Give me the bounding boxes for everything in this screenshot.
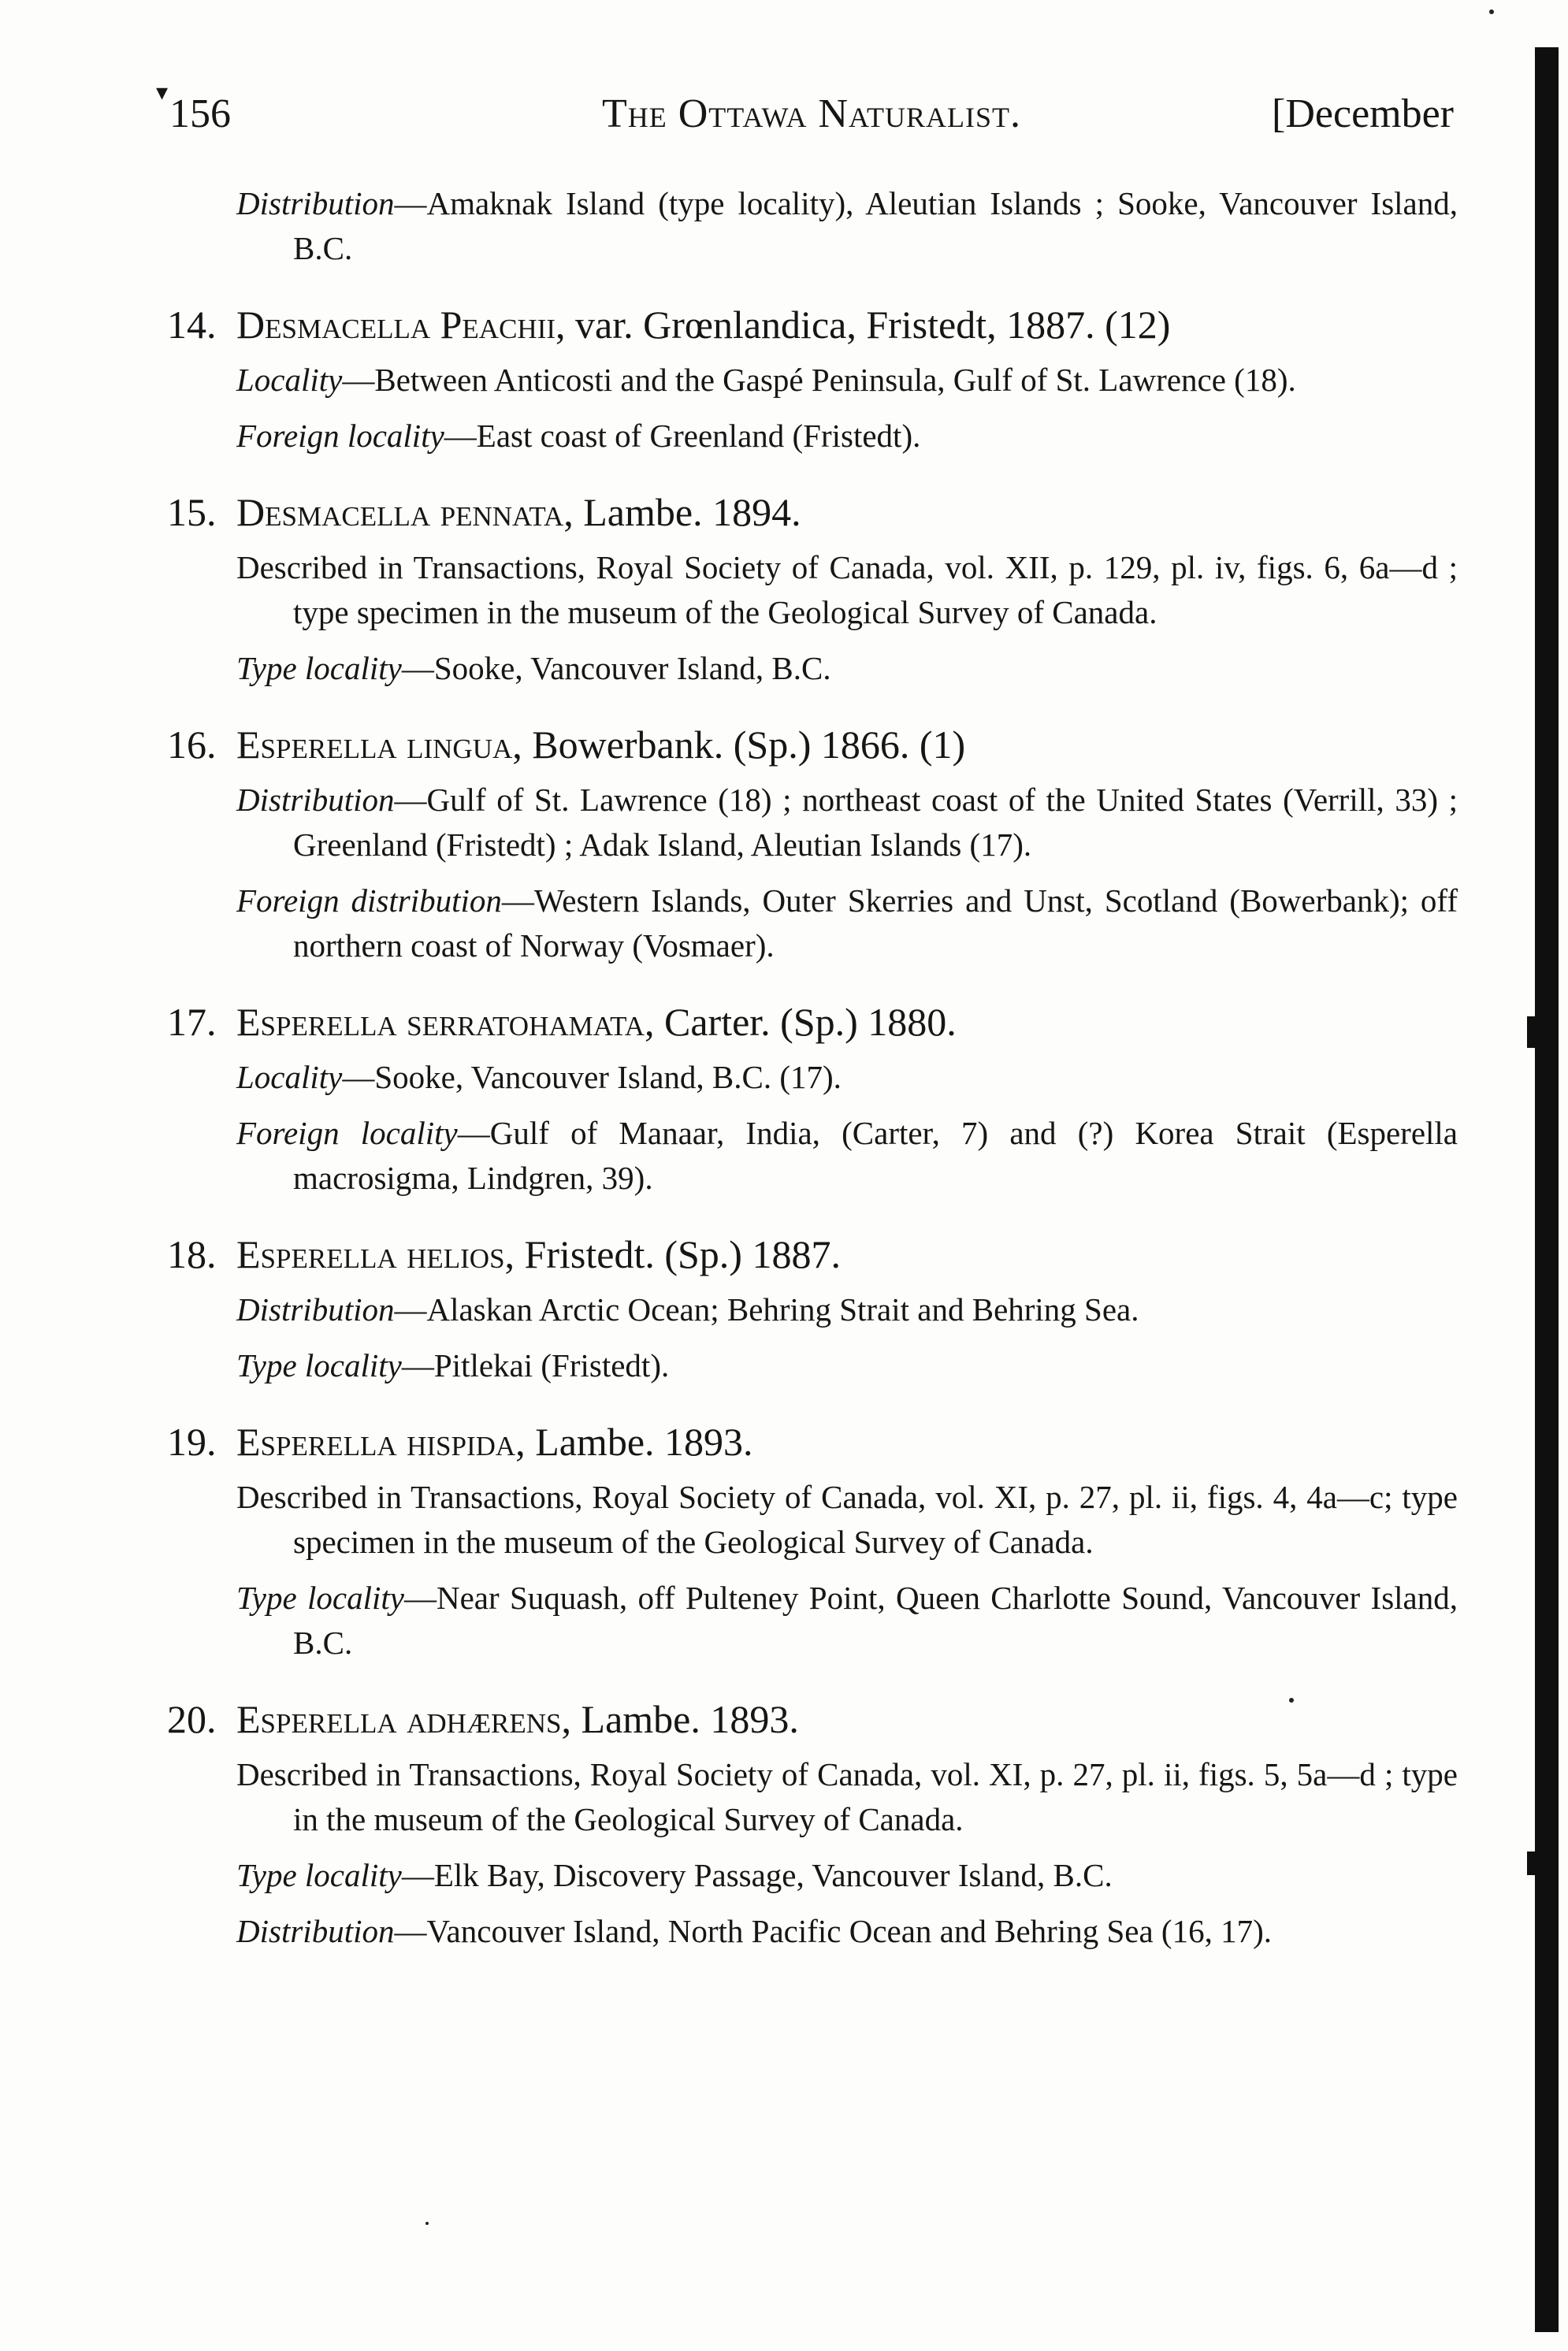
entry-number: 15. bbox=[167, 490, 217, 534]
entry-paragraph bbox=[236, 545, 1458, 635]
page-number: 156 bbox=[169, 91, 231, 136]
entry-heading bbox=[167, 997, 1458, 1047]
paper-speck bbox=[1289, 1698, 1294, 1703]
species-name: Desmacella pennata, bbox=[236, 490, 574, 534]
entry-heading bbox=[167, 299, 1458, 350]
page-edge-notch bbox=[1527, 1016, 1538, 1048]
paragraph-label: Distribution bbox=[236, 1913, 395, 1949]
entry-paragraph bbox=[236, 1853, 1458, 1898]
entry-heading bbox=[167, 1417, 1458, 1467]
species-name: Esperella helios, bbox=[236, 1232, 515, 1276]
paragraph-text: —Pitlekai (Fristedt). bbox=[401, 1347, 670, 1383]
species-authority: Fristedt. (Sp.) 1887. bbox=[515, 1232, 841, 1276]
paragraph-text: —Sooke, Vancouver Island, B.C. (17). bbox=[342, 1059, 842, 1095]
species-authority: Bowerbank. (Sp.) 1866. (1) bbox=[522, 722, 966, 767]
entry-paragraph bbox=[236, 1752, 1458, 1842]
species-name: Esperella lingua, bbox=[236, 722, 522, 767]
margin-tick-mark: ▾ bbox=[156, 80, 169, 106]
paragraph-label: Type locality bbox=[236, 650, 402, 686]
entry-paragraph bbox=[236, 878, 1458, 968]
entry-paragraph bbox=[236, 1475, 1458, 1565]
paragraph-text: —Gulf of Manaar, India, (Carter, 7) and (?) Korea Strait (Esperella macrosigma, Lindgren, 39). bbox=[293, 1115, 1458, 1196]
paragraph-label: Foreign locality bbox=[236, 1115, 458, 1151]
entry-paragraph bbox=[236, 1111, 1458, 1201]
paragraph-text: —Gulf of St. Lawrence (18) ; northeast coast of the United States (Verrill, 33) ; Greenland (Fristedt) ; Adak Island, Aleutian Islands (17). bbox=[293, 782, 1458, 863]
entry-paragraph bbox=[236, 414, 1458, 459]
entry-paragraph bbox=[236, 1576, 1458, 1666]
paragraph-label: Type locality bbox=[236, 1580, 404, 1616]
paragraph-text: —Near Suquash, off Pulteney Point, Queen Charlotte Sound, Vancouver Island, B.C. bbox=[293, 1580, 1458, 1661]
entry-paragraph bbox=[236, 646, 1458, 691]
species-authority: Lambe. 1894. bbox=[573, 490, 801, 534]
entry-number: 19. bbox=[167, 1420, 217, 1464]
entry-number: 17. bbox=[167, 1000, 217, 1044]
intro-text: —Amaknak Island (type locality), Aleutian Islands ; Sooke, Vancouver Island, B.C. bbox=[293, 185, 1458, 266]
paragraph-text: —Vancouver Island, North Pacific Ocean and Behring Sea (16, 17). bbox=[394, 1913, 1272, 1949]
species-name: Esperella serratohamata, bbox=[236, 1000, 655, 1044]
species-entries bbox=[167, 299, 1458, 1954]
page-edge-shadow bbox=[1535, 47, 1559, 2332]
entry-heading bbox=[167, 719, 1458, 770]
page-body bbox=[167, 181, 1458, 1965]
paragraph-label: Type locality bbox=[236, 1347, 402, 1383]
paper-speck bbox=[1489, 9, 1494, 14]
page-edge-notch bbox=[1527, 1851, 1538, 1875]
entry-heading bbox=[167, 487, 1458, 537]
entry-number: 20. bbox=[167, 1697, 217, 1741]
issue-month: [December bbox=[1272, 91, 1454, 136]
entry-paragraph bbox=[236, 1909, 1458, 1954]
paragraph-text: —Sooke, Vancouver Island, B.C. bbox=[401, 650, 831, 686]
entry-number: 14. bbox=[167, 303, 217, 347]
species-authority: Carter. (Sp.) 1880. bbox=[654, 1000, 957, 1044]
entry-paragraph bbox=[236, 1287, 1458, 1332]
intro-distribution bbox=[236, 181, 1458, 271]
species-authority: Lambe. 1893. bbox=[525, 1420, 753, 1464]
paragraph-label: Distribution bbox=[236, 1291, 395, 1328]
entry-paragraph bbox=[236, 1343, 1458, 1388]
paragraph-text: —Elk Bay, Discovery Passage, Vancouver Island, B.C. bbox=[401, 1857, 1113, 1893]
paragraph-label: Foreign distribution bbox=[236, 882, 502, 919]
paragraph-label: Locality bbox=[236, 362, 343, 398]
species-authority: Lambe. 1893. bbox=[571, 1697, 799, 1741]
entry-heading bbox=[167, 1694, 1458, 1744]
paragraph-label: Foreign locality bbox=[236, 418, 444, 454]
entry-number: 18. bbox=[167, 1232, 217, 1276]
paragraph-text: —Western Islands, Outer Skerries and Unst, Scotland (Bowerbank); off northern coast of Norway (Vosmaer). bbox=[293, 882, 1458, 964]
entry-paragraph bbox=[236, 778, 1458, 867]
paragraph-label: Distribution bbox=[236, 782, 395, 818]
entry-heading bbox=[167, 1229, 1458, 1279]
journal-title: The Ottawa Naturalist. bbox=[601, 91, 1022, 136]
paragraph-label: Locality bbox=[236, 1059, 343, 1095]
paragraph-label: Type locality bbox=[236, 1857, 402, 1893]
intro-label: Distribution bbox=[236, 185, 395, 221]
paragraph-text: —Between Anticosti and the Gaspé Peninsula, Gulf of St. Lawrence (18). bbox=[342, 362, 1296, 398]
paragraph-text: Described in Transactions, Royal Society of Canada, vol. XI, p. 27, pl. ii, figs. 4, 4a—c; type specimen in the museum of the Geological Survey of Canada. bbox=[236, 1479, 1458, 1560]
paragraph-text: —East coast of Greenland (Fristedt). bbox=[444, 418, 921, 454]
paragraph-text: Described in Transactions, Royal Society of Canada, vol. XII, p. 129, pl. iv, figs. 6, 6a—d ; type specimen in the museum of the Geological Survey of Canada. bbox=[236, 549, 1458, 630]
page-header bbox=[169, 83, 1454, 146]
species-authority: var. Grœnlandica, Fristedt, 1887. (12) bbox=[565, 303, 1171, 347]
species-name: Desmacella Peachii, bbox=[236, 303, 566, 347]
species-name: Esperella hispida, bbox=[236, 1420, 526, 1464]
entry-paragraph bbox=[236, 358, 1458, 403]
entry-paragraph bbox=[236, 1055, 1458, 1100]
entry-number: 16. bbox=[167, 722, 217, 767]
paper-speck bbox=[425, 2222, 429, 2225]
paragraph-text: Described in Transactions, Royal Society of Canada, vol. XI, p. 27, pl. ii, figs. 5, 5a—d ; type in the museum of the Geological Survey of Canada. bbox=[236, 1756, 1458, 1837]
paragraph-text: —Alaskan Arctic Ocean; Behring Strait and Behring Sea. bbox=[394, 1291, 1139, 1328]
species-name: Esperella adhærens, bbox=[236, 1697, 572, 1741]
